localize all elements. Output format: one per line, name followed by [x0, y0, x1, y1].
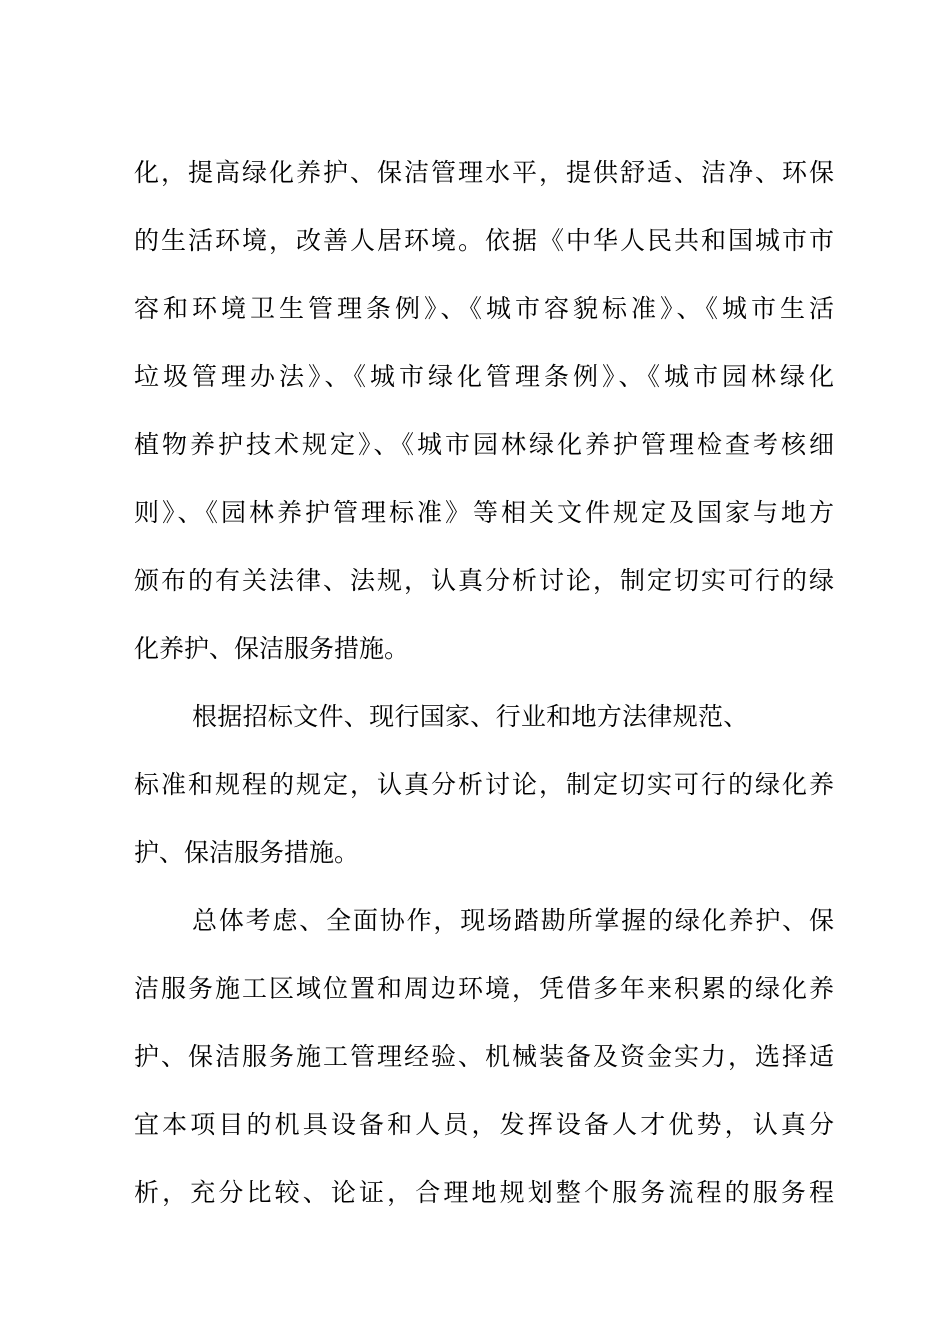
text-line: 垃圾管理办法》、《城市绿化管理条例》、《城市园林绿化	[134, 362, 834, 391]
paragraph-3	[134, 887, 834, 1227]
text-line: 护、保洁服务施工管理经验、机械装备及资金实力，选择适	[134, 1042, 834, 1071]
paragraph-2	[134, 683, 834, 887]
text-line: 植物养护技术规定》、《城市园林绿化养护管理检查考核细	[134, 430, 834, 459]
text-line: 颁布的有关法律、法规，认真分析讨论，制定切实可行的绿	[134, 566, 834, 595]
text-line: 析，充分比较、论证，合理地规划整个服务流程的服务程	[134, 1178, 834, 1207]
text-line: 化养护、保洁服务措施。	[134, 634, 410, 663]
text-line: 洁服务施工区域位置和周边环境，凭借多年来积累的绿化养	[134, 974, 834, 1003]
text-line: 容和环境卫生管理条例》、《城市容貌标准》、《城市生活	[134, 294, 834, 323]
text-line: 根据招标文件、现行国家、行业和地方法律规范、	[192, 702, 749, 731]
text-line: 标准和规程的规定，认真分析讨论，制定切实可行的绿化养	[134, 770, 834, 799]
text-line: 总体考虑、全面协作，现场踏勘所掌握的绿化养护、保	[192, 906, 834, 935]
text-line: 化，提高绿化养护、保洁管理水平，提供舒适、洁净、环保	[134, 158, 834, 187]
text-line: 则》、《园林养护管理标准》等相关文件规定及国家与地方	[134, 498, 834, 527]
text-line: 的生活环境，改善人居环境。依据《中华人民共和国城市市	[134, 226, 834, 255]
text-line: 护、保洁服务措施。	[134, 838, 360, 867]
paragraph-1	[134, 139, 834, 683]
text-line: 宜本项目的机具设备和人员，发挥设备人才优势，认真分	[134, 1110, 834, 1139]
document-body	[134, 139, 834, 1227]
